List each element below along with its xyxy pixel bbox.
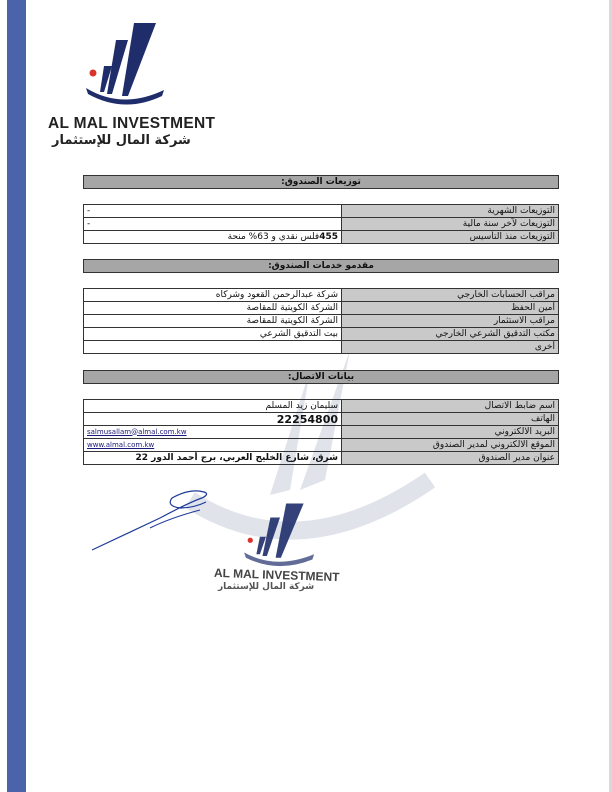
table-row [84,302,559,315]
phone-value: 22254800 [84,413,342,426]
custodian-label: أمين الحفظ [342,302,559,315]
table-row [84,413,559,426]
phone-label: الهاتف [342,413,559,426]
table-row [84,439,559,452]
table-row [84,289,559,302]
sharia-audit-value: بيت التدقيق الشرعي [84,328,342,341]
company-logo [40,18,216,148]
table-row [84,205,559,218]
stamp-name-ar: شركة المال للإستثمار [218,582,315,592]
stamp-name-en: AL MAL INVESTMENT [213,565,340,585]
website-link[interactable]: www.almal.com.kw [84,439,342,452]
distributions-table [83,204,559,244]
table-row [84,328,559,341]
logo-mark-icon [82,18,172,113]
table-row [84,218,559,231]
distributions-header: توزيعات الصندوق: [83,175,559,189]
email-label: البريد الالكتروني [342,426,559,439]
logo-name-ar: شركة المال للإستثمار [52,133,191,148]
inception-details: فلس نقدي و 63% منحة [227,231,320,242]
contact-officer-value: سليمان زيد المسلم [84,400,342,413]
table-row [84,315,559,328]
monthly-distributions-label: التوزيعات الشهرية [342,205,559,218]
distributions-section [83,175,559,189]
address-label: عنوان مدير الصندوق [342,452,559,465]
custodian-value: الشركة الكويتية للمقاصة [84,302,342,315]
stamp-logo-icon [240,500,320,570]
since-inception-distributions-value [84,231,342,244]
sharia-audit-label: مكتب التدقيق الشرعي الخارجي [342,328,559,341]
external-auditor-label: مراقب الحسابات الخارجي [342,289,559,302]
handwritten-signature [90,488,220,562]
left-margin-bar [7,0,26,792]
last-year-distributions-label: التوزيعات لآخر سنة مالية [342,218,559,231]
providers-section [83,259,559,273]
investment-controller-label: مراقب الاستثمار [342,315,559,328]
contact-table [83,399,559,465]
investment-controller-value: الشركة الكويتية للمقاصة [84,315,342,328]
monthly-distributions-value: - [84,205,342,218]
table-row [84,400,559,413]
website-label: الموقع الالكتروني لمدير الصندوق [342,439,559,452]
table-row [84,231,559,244]
last-year-distributions-value: - [84,218,342,231]
contact-section [83,370,559,384]
logo-name-en: AL MAL INVESTMENT [48,115,216,132]
contact-officer-label: اسم ضابط الاتصال [342,400,559,413]
table-row [84,341,559,354]
other-value [84,341,342,354]
contact-header: بيانات الاتصال: [83,370,559,384]
external-auditor-value: شركة عبدالرحمن القعود وشركاه [84,289,342,302]
company-stamp [210,500,340,600]
other-label: أخرى [342,341,559,354]
table-row [84,452,559,465]
providers-table [83,288,559,354]
inception-amount: 455 [319,231,338,242]
email-link[interactable]: salmusallam@almal.com.kw [84,426,342,439]
since-inception-distributions-label: التوزيعات منذ التأسيس [342,231,559,244]
address-value: شرق، شارع الخليج العربي، برج أحمد الدور 22 [84,452,342,465]
providers-header: مقدمو خدمات الصندوق: [83,259,559,273]
table-row [84,426,559,439]
